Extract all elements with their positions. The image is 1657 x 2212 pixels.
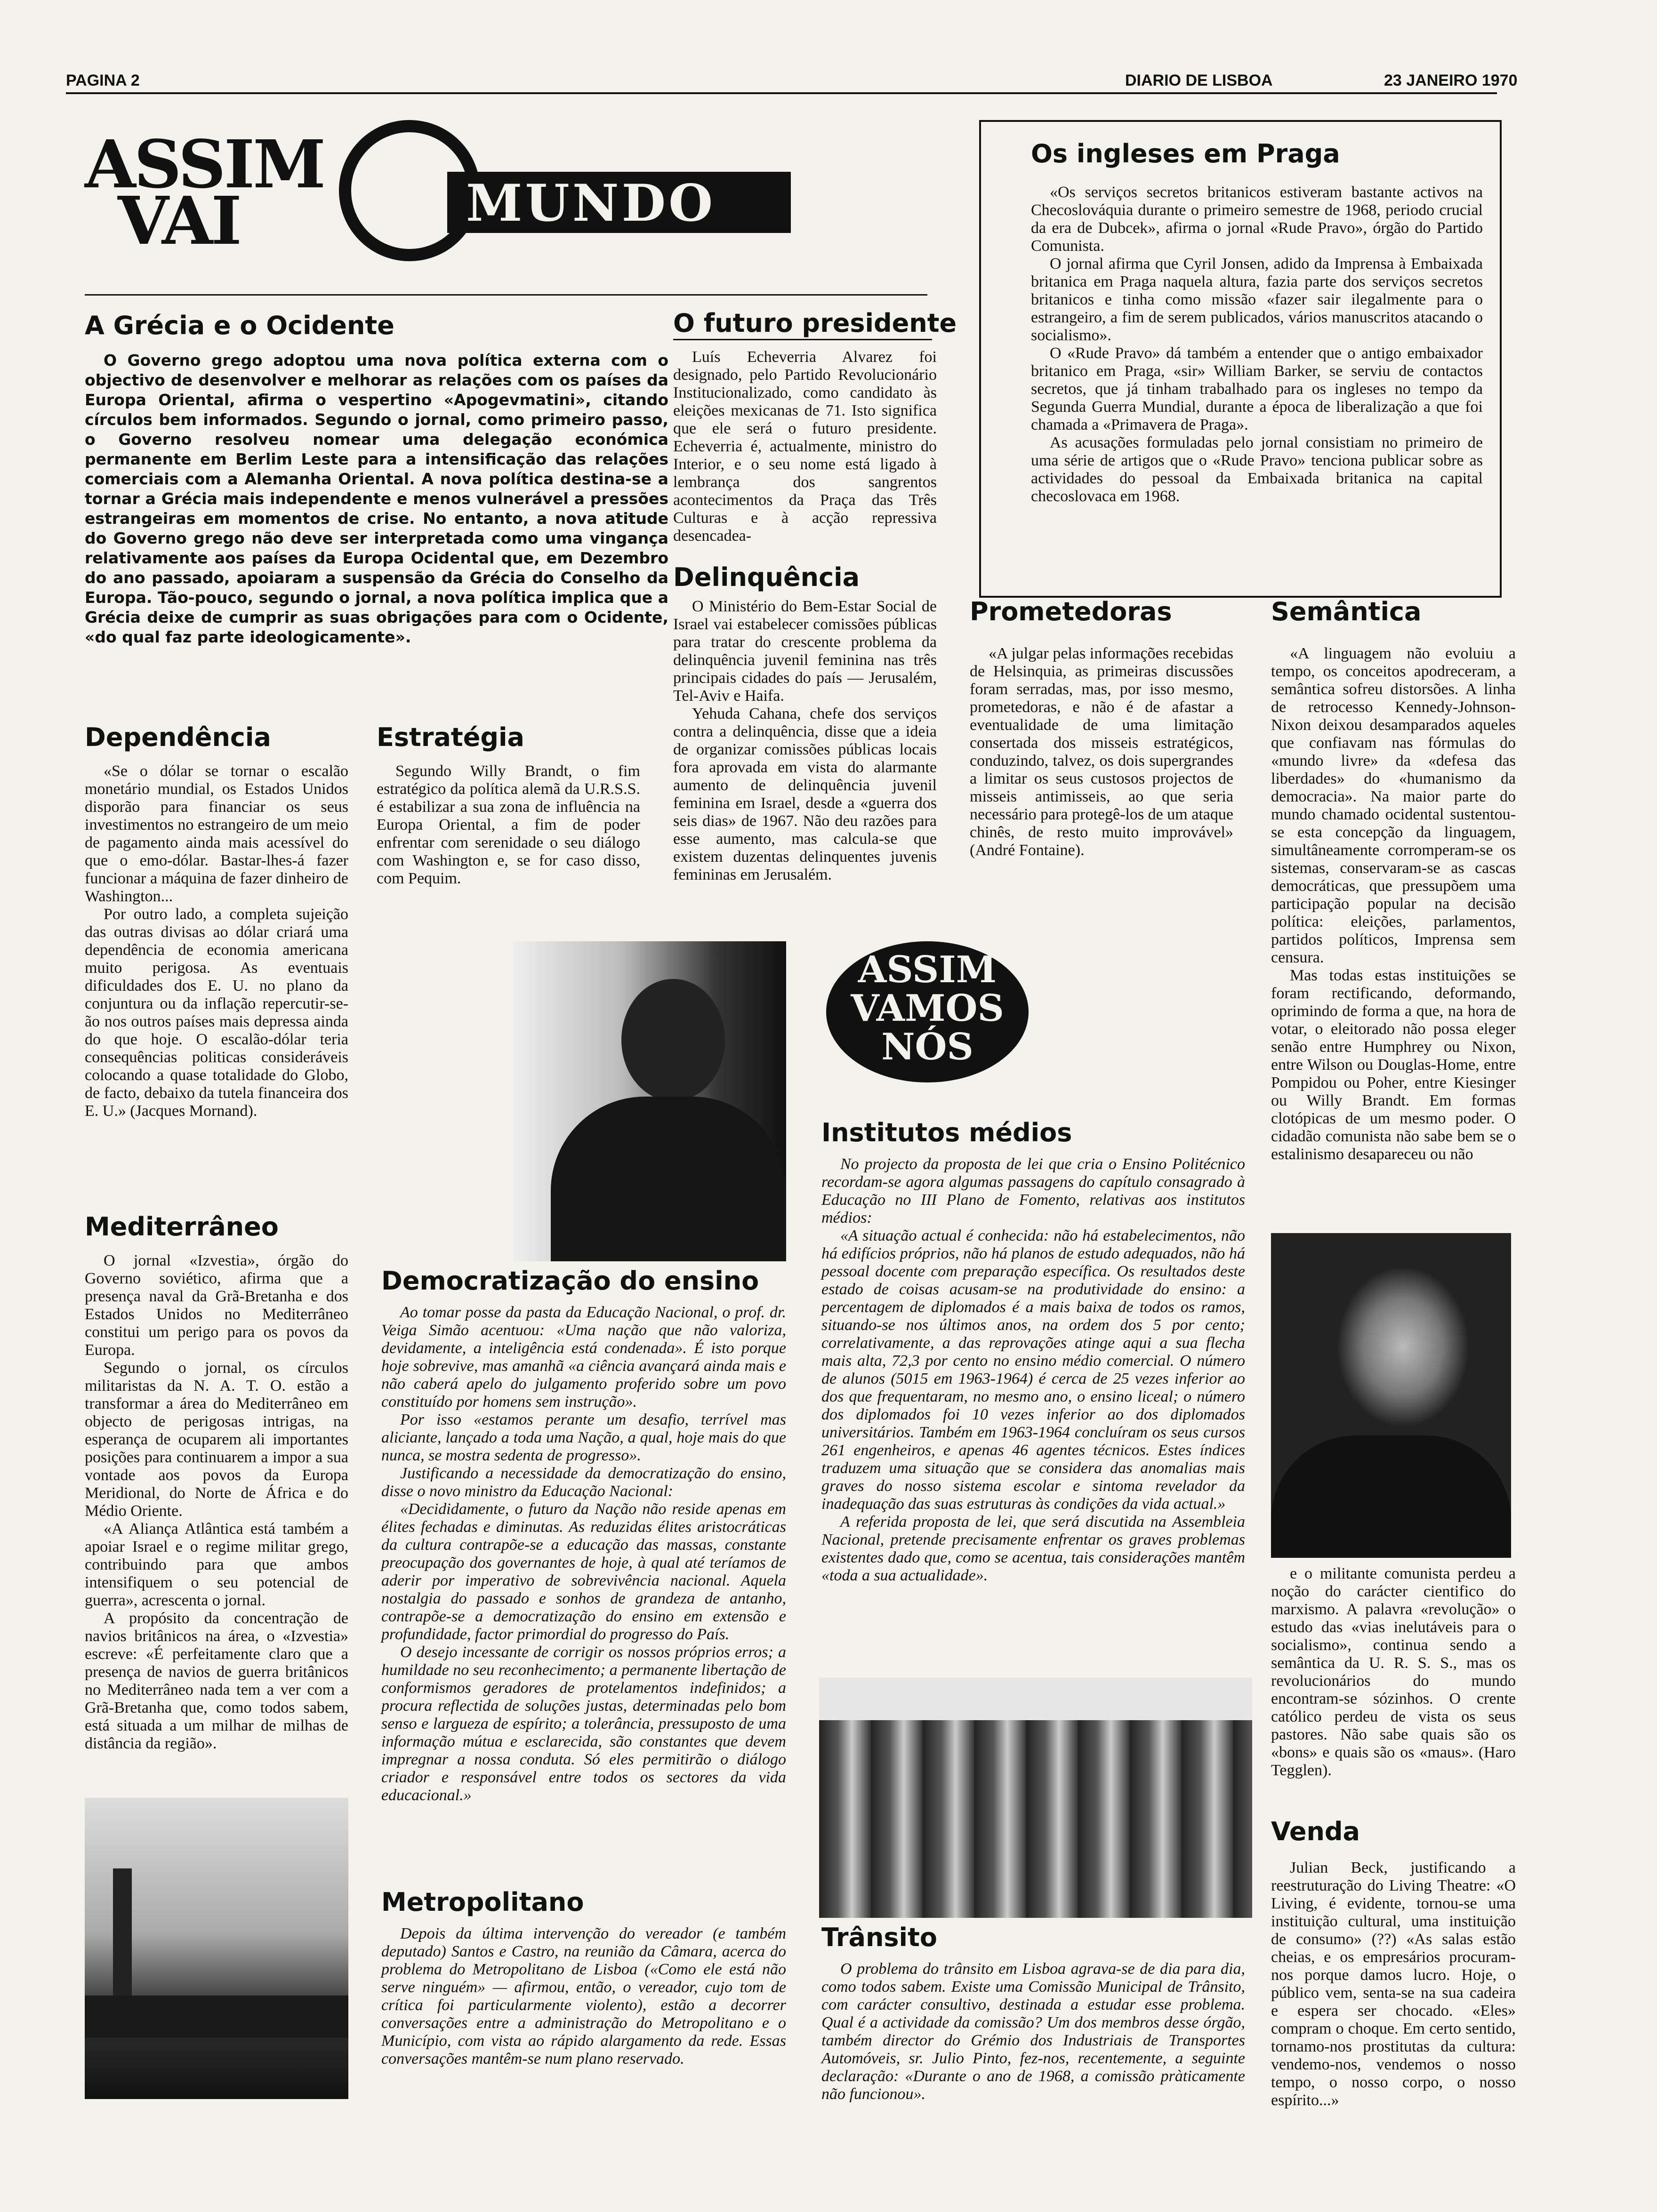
article-institutos-body: No projecto da proposta de lei que cria o Ensino Politécnico recordam-se agora algumas passagens do capítulo consagrado à Educação no III Plano de Fomento, relativas aos institutos médios: «A situação actual é conhecida: não há estabelecimentos, não há edifícios próprios, não há planos de estudo adequados, não há pessoal docente com preparação específica. Os resultados deste estado de coisas acusam-se na produtividade do ensino: a percentagem de diplomados é a mais baixa de todos os ramos, situando-se nos últimos anos, na ordem dos 5 por cento; correlativamente, a das reprovações atinge aqui a sua flecha mais alta, 72,3 por cento no ensino médio comercial. O número de alunos (5015 em 1963-1964) é cerca de 25 vezes inferior ao dos que frequentaram, no mesmo ano, o ensino liceal; o número dos diplomados foi 10 vezes inferior ao dos diplomados universitários. Também em 1963-1964 concluíram os seus cursos 261 engenheiros, e apenas 46 agentes técnicos. Estes índices traduzem uma situação que se considera das anomalias mais graves do nosso sistema escolar e sintoma revelador da inadequação das suas estruturas às condições da vida actual.» A referida proposta de lei, que será discutida na Assembleia Nacional, pretende precisamente enfrentar os graves problemas existentes dado que, como se acentua, tais considerações mantêm «toda a sua actualidade».: [821, 1155, 1245, 1584]
article-mediterraneo-title: Mediterrâneo: [85, 1212, 279, 1242]
article-semantica-body-bottom: e o militante comunista perdeu a noção do carácter cientifico do marxismo. A palavra «revolução» o estudo das «vias inelutáveis para o socialismo», continua sendo a semântica da U. R. S. S., mas os revolucionários do mundo encontram-se sózinhos. O crente católico perdeu de vista os seus pastores. Não sabe quais são os «bons» e quais são os «maus». (Haro Tegglen).: [1271, 1565, 1516, 1779]
article-estrategia-body: Segundo Willy Brandt, o fim estratégico da política alemã da U.R.S.S. é estabilizar a sua zona de influência na Europa Oriental, a fim de poder enfrentar com serenidade o seu diálogo com Washington e, se for caso disso, com Pequim.: [377, 762, 640, 887]
article-dependencia-title: Dependência: [85, 722, 271, 752]
article-delinquencia-title: Delinquência: [673, 562, 860, 592]
man-photo-body: [551, 1097, 786, 1261]
article-futuro-body: Luís Echeverria Alvarez foi designado, pelo Partido Revolucionário Institucionalizado, como candidato às eleições mexicanas de 71. Isto significa que ele será o futuro presidente. Echeverria é, actualmente, ministro do Interior, e o seu nome está ligado à lembrança dos sangrentos acontecimentos da Praça das Três Culturas e à acção repressiva desencadea-: [673, 348, 937, 545]
article-metropolitano-body: Depois da última intervenção do vereador (e também deputado) Santos e Castro, na reunião da Câmara, acerca do problema do Metropolitano de Lisboa («Como ele está não serve ninguém» — afirmou, então, o vereador, cujo tom de crítica foi particularmente violento), estão a decorrer conversações entre a administração do Metropolitano e o Município, com vista ao rápido alargamento da rede. Essas conversações mantêm-se num plano reservado.: [381, 1925, 786, 2068]
article-venda-body: Julian Beck, justificando a reestruturação do Living Theatre: «O Living, é evidente, tornou-se uma instituição cultural, uma instituição de consumo» (??) «As salas estão cheias, e os empresários procuram-nos porque damos lucro. Hoje, o público vem, senta-se na sua cadeira e espera ser chocado. «Eles» compram o choque. Em certo sentido, tornamo-nos prostitutas da cultura: vendemo-nos, vendemos o nosso tempo, o nosso corpo, o nosso espírito...»: [1271, 1859, 1516, 2109]
man-photo: [513, 941, 786, 1261]
traffic-photo: [819, 1678, 1252, 1918]
article-grecia-body: O Governo grego adoptou uma nova política externa com o objectivo de desenvolver e melhorar as relações com os países da Europa Oriental, afirma o vespertino «Apogevmatini», citando círculos bem informados. Segundo o jornal, como primeiro passo, o Governo resolveu nomear uma delegação económica permanente em Berlim Leste para a intensificação das relações comerciais com a Alemanha Oriental. A nova política destina-se a tornar a Grécia mais independente e menos vulnerável a pressões estrangeiras em momentos de crise. No entanto, a nova atitude do Governo grego não deve ser interpretada como uma vingança relativamente aos países da Europa Ocidental que, em Dezembro do ano passado, apoiaram a suspensão da Grécia do Conselho da Europa. Tão-pouco, segundo o jornal, a nova política implica que a Grécia deixe de cumprir as suas obrigações para com o Ocidente, «do qual faz parte ideologicamente».: [85, 351, 668, 646]
badge-line2: VAMOS: [851, 987, 1004, 1030]
article-futuro-title: O futuro presidente: [673, 308, 957, 338]
harbour-photo-skyline: [85, 1996, 348, 2038]
article-transito-body: O problema do trânsito em Lisboa agrava-se de dia para dia, como todos sabem. Existe uma Comissão Municipal de Trânsito, com carácter consultivo, destinada a estudar esse problema. Qual é a actividade da comissão? Um dos membros desse órgão, também director do Grémio dos Industriais de Transportes Automóveis, sr. Julio Pinto, fez-nos, recentemente, a seguinte declaração: «Durante o ano de 1968, a comissão pràticamente não funcionou».: [821, 1960, 1245, 2103]
masthead-assim: ASSIM: [85, 126, 324, 203]
article-ingleses-body: «Os serviços secretos britanicos estiveram bastante activos na Checoslováquia durante o primeiro semestre de 1968, periodo crucial da era de Dubcek», afirma o jornal «Rude Pravo», órgão do Partido Comunista. O jornal afirma que Cyril Jonsen, adido da Imprensa à Embaixada britanica em Praga naquela altura, fazia parte dos serviços secretos britanicos e tinha como missão «fazer sair ilegalmente para o estrangeiro, a fim de serem publicados, vários manuscritos atacando o socialismo». O «Rude Pravo» dá também a entender que o antigo embaixador britanico em Praga, «sir» William Barker, se serviu de contactos secretos, que já tinham trabalhado para os ingleses no tempo da Segunda Guerra Mundial, durante a época de liberalização a que foi chamada a «Primavera de Praga». As acusações formuladas pelo jornal consistiam no primeiro de uma série de artigos que o «Rude Pravo» tenciona publicar sobre as actividades do pessoal da Embaixada britanica na capital checoslovaca em 1968.: [1031, 184, 1483, 505]
article-mediterraneo-body: O jornal «Izvestia», órgão do Governo soviético, afirma que a presença naval da Grã-Bretanha e dos Estados Unidos no Mediterrâneo constitui um perigo para os povos da Europa. Segundo o jornal, os círculos militaristas da N. A. T. O. estão a transformar a área do Mediterrâneo em objecto de perigosas intrigas, na esperança de ocuparem ali importantes posições para continuarem a impor a sua vontade aos povos da Europa Meridional, do Norte de África e do Médio Oriente. «A Aliança Atlântica está também a apoiar Israel e o regime militar grego, contribuindo para que ambos intensifiquem o seu potencial de guerra», acrescenta o jornal. A propósito da concentração de navios britânicos na área, o «Izvestia» escreve: «É perfeitamente claro que a presença de navios de guerra britânicos no Mediterrâneo nada tem a ver com a Grã-Bretanha que, como todos sabem, está situada a um milhar de milhas de distância da região».: [85, 1252, 348, 1752]
masthead-rule: [85, 294, 927, 296]
article-ingleses-title: Os ingleses em Praga: [1031, 139, 1340, 168]
article-democratizacao-body: Ao tomar posse da pasta da Educação Nacional, o prof. dr. Veiga Simão acentuou: «Uma nação que não valoriza, devidamente, a inteligência está condenada». É isto porque hoje sobrevive, mas amanhã «a ciência avançará ainda mais e não caberá apelo do julgamento proferido sobre um povo constituído por homens sem instrução». Por isso «estamos perante um desafio, terrível mas aliciante, lançado a toda uma Nação, a qual, hoje mais do que nunca, se mostra sedenta de progresso». Justificando a necessidade da democratização do ensino, disse o novo ministro da Educação Nacional: «Decididamente, o futuro da Nação não reside apenas em élites fechadas e diminutas. As reduzidas élites aristocráticas da cultura contrapõe-se a educação das massas, constante preocupação dos governantes de hoje, à qual até teríamos de aderir por imperativo de sobrevivência nacional. Aquela nostalgia do passado e sonhos de grandeza de antanho, contrapõe-se a democratização do ensino em extensão e profundidade, factor primordial do progresso do País. O desejo incessante de corrigir os nossos próprios erros; a humildade no seu reconhecimento; a permanente libertação de conformismos geradores de protelamentos indefinidos; a procura reflectida de soluções justas, determinadas pelo bom senso e largueza de espírito; a tolerância, pressuposto de uma informação mútua e esclarecida, são constantes que devem impregnar a nossa conduta. Só eles permitirão o diálogo criador e responsável entre todos os sectores da vida educacional.»: [381, 1304, 786, 1804]
masthead-mundo: MUNDO: [466, 174, 716, 233]
kennedy-photo-suit: [1271, 1435, 1511, 1558]
article-semantica-body-top: «A linguagem não evoluiu a tempo, os conceitos apodreceram, a semântica sofreu distorsões. A linha de retrocesso Kennedy-Johnson-Nixon deixou desamparados aqueles que confiavam nas fórmulas do «mundo livre» da «defesa das liberdades» do «humanismo da democracia». Na maior parte do mundo chamado ocidental sustentou-se esta concepção da linguagem, simultâneamente corromperam-se os sistemas, conservaram-se as cascas democráticas, que pressupõem uma participação popular na decisão política: eleições, parlamentos, partidos políticos, Imprensa sem censura. Mas todas estas instituições se foram rectificando, deformando, oprimindo de forma a que, na hora de votar, o eleitorado não possa eleger senão entre Humphrey ou Nixon, entre Wilson ou Douglas-Home, entre Pompidou ou Poher, entre Kiesinger ou Willy Brandt. Em formas clotópicas de um mesmo poder. O cidadão comunista não sabe bem se o estalinismo desapareceu ou não: [1271, 645, 1516, 1163]
header-rule: [66, 92, 1497, 94]
masthead: [85, 108, 791, 287]
badge-line3: NÓS: [881, 1026, 973, 1068]
article-prometedoras-body: «A julgar pelas informações recebidas de Helsinquia, as primeiras discussões foram serradas, mas, por isso mesmo, prometedoras, e não é de afastar a eventualidade de uma limitação consertada dos misseis estratégicos, conduzindo, talvez, os dois supergrandes a limitar os seus custosos projectos de misseis antimisseis, ao que seria necessário para protegê-los de um ataque chinês, de resto muito improvável» (André Fontaine).: [970, 645, 1233, 859]
article-transito-title: Trânsito: [821, 1923, 937, 1952]
kennedy-photo: [1271, 1233, 1511, 1558]
article-grecia-title: A Grécia e o Ocidente: [85, 311, 394, 340]
harbour-photo: [85, 1798, 348, 2099]
traffic-photo-sky: [819, 1678, 1252, 1720]
page-number: PAGINA 2: [66, 72, 140, 89]
futuro-rule: [673, 339, 932, 340]
article-dependencia-body: «Se o dólar se tornar o escalão monetário mundial, os Estados Unidos disporão para financiar os seus investimentos no estrangeiro de um meio de pagamento ainda mais acessível do que o emo-dólar. Bastar-lhes-á fazer funcionar a máquina de fazer dinheiro de Washington... Por outro lado, a completa sujeição das outras divisas ao dólar criará uma dependência de economia americana muito perigosa. As eventuais dificuldades dos E. U. no plano da conjuntura ou da inflação repercutir-se-ão nos outros países mais depressa ainda do que hoje. O escalão-dólar teria consequências politicas consideráveis colocando a quase totalidade do Globo, de facto, debaixo da tutela financeira dos E. U.» (Jacques Mornand).: [85, 762, 348, 1120]
article-institutos-title: Institutos médios: [821, 1118, 1072, 1147]
article-semantica-title: Semântica: [1271, 597, 1422, 626]
article-estrategia-title: Estratégia: [377, 722, 524, 752]
article-venda-title: Venda: [1271, 1817, 1360, 1846]
masthead-vai: VAI: [118, 183, 240, 260]
harbour-photo-tower: [113, 1868, 132, 2010]
assim-vamos-nos-badge: [826, 941, 1029, 1082]
man-photo-head: [621, 979, 725, 1101]
article-prometedoras-title: Prometedoras: [970, 597, 1172, 626]
article-metropolitano-title: Metropolitano: [381, 1887, 584, 1917]
article-democratizacao-title: Democratização do ensino: [381, 1266, 759, 1296]
issue-date: 23 JANEIRO 1970: [1384, 72, 1518, 89]
article-delinquencia-body: O Ministério do Bem-Estar Social de Israel vai estabelecer comissões públicas para tratar do crescente problema da delinquência juvenil feminina nas três principais cidades do país — Jerusalém, Tel-Aviv e Haifa. Yehuda Cahana, chefe dos serviços contra a delinquência, disse que a ideia de organizar comissões públicas locais fora aprovada em vista do alarmante aumento de delinquência juvenil feminina em Israel, desde a «guerra dos seis dias» de 1967. Não deu razões para esse aumento, mas calcula-se que existem duzentas delinquentes juvenis femininas em Jerusalém.: [673, 598, 937, 883]
newspaper-name: DIARIO DE LISBOA: [1125, 72, 1273, 89]
badge-line1: ASSIM: [858, 948, 997, 991]
